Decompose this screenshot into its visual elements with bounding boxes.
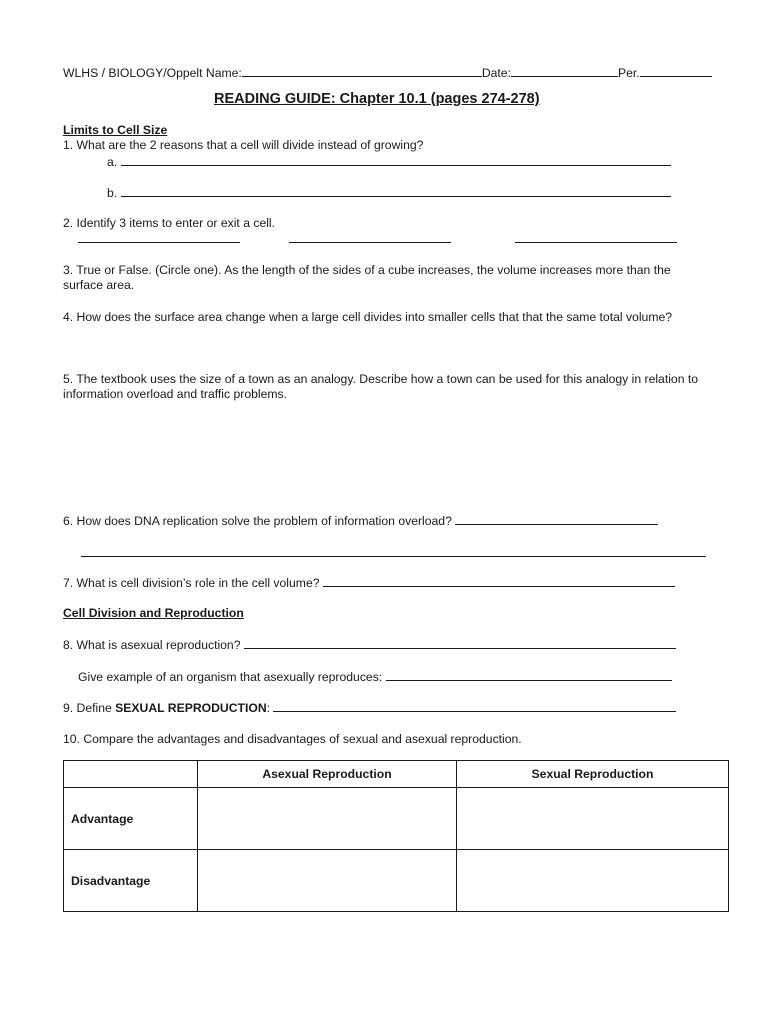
answer-6-field[interactable] xyxy=(455,513,658,525)
row-header-disadvantage: Disadvantage xyxy=(64,850,198,912)
question-9-prefix: 9. Define xyxy=(63,701,116,715)
table-header-row xyxy=(64,761,729,788)
question-3: 3. True or False. (Circle one). As the length of the sides of a cube increases, the volume increases more than the surface area. xyxy=(63,263,671,293)
comparison-table xyxy=(63,760,729,912)
cell-asexual-advantage[interactable] xyxy=(198,788,457,850)
table-row xyxy=(64,788,729,850)
answer-2-row xyxy=(78,231,240,247)
answer-6-line-2 xyxy=(81,545,706,561)
question-7-row xyxy=(63,575,675,591)
column-header-sexual: Sexual Reproduction xyxy=(457,761,729,788)
question-2: 2. Identify 3 items to enter or exit a cell. xyxy=(63,216,276,230)
question-7: 7. What is cell division’s role in the cell volume? xyxy=(63,576,320,590)
answer-2-field-3[interactable] xyxy=(515,231,677,243)
answer-1b-label: b. xyxy=(107,186,118,200)
question-9-row xyxy=(63,700,676,716)
answer-2-field-2[interactable] xyxy=(289,231,451,243)
row-header-advantage: Advantage xyxy=(64,788,198,850)
page-title: READING GUIDE: Chapter 10.1 (pages 274-278) xyxy=(214,91,540,107)
name-field[interactable] xyxy=(242,65,482,77)
answer-2-field-1[interactable] xyxy=(78,231,240,243)
date-label: Date: xyxy=(481,66,511,80)
question-1: 1. What are the 2 reasons that a cell will divide instead of growing? xyxy=(63,138,424,152)
answer-2-row-c xyxy=(515,231,677,247)
cell-sexual-advantage[interactable] xyxy=(457,788,729,850)
question-5: 5. The textbook uses the size of a town as an analogy. Describe how a town can be used for this analogy in relation to information overload and traffic problems. xyxy=(63,372,699,402)
name-label: Name: xyxy=(205,66,242,80)
question-6-row xyxy=(63,513,658,529)
question-6: 6. How does DNA replication solve the problem of information overload? xyxy=(63,514,452,528)
answer-1b-row xyxy=(107,185,671,201)
answer-8-field[interactable] xyxy=(244,637,676,649)
answer-7-field[interactable] xyxy=(323,575,675,587)
answer-1a-field[interactable] xyxy=(121,154,671,166)
answer-6-field-2[interactable] xyxy=(81,545,706,557)
answer-1a-label: a. xyxy=(107,155,118,169)
table-row xyxy=(64,850,729,912)
question-8b: Give example of an organism that asexually reproduces: xyxy=(78,670,383,684)
answer-1a-row xyxy=(107,154,671,170)
column-header-asexual: Asexual Reproduction xyxy=(198,761,457,788)
answer-2-row-b xyxy=(289,231,451,247)
table-corner-cell xyxy=(64,761,198,788)
cell-asexual-disadvantage[interactable] xyxy=(198,850,457,912)
answer-9-field[interactable] xyxy=(273,700,676,712)
section-heading-division: Cell Division and Reproduction xyxy=(63,606,244,620)
cell-sexual-disadvantage[interactable] xyxy=(457,850,729,912)
question-4: 4. How does the surface area change when a large cell divides into smaller cells that that the same total volume? xyxy=(63,310,673,324)
course-label: WLHS / BIOLOGY/Oppelt xyxy=(63,66,203,80)
question-8: 8. What is asexual reproduction? xyxy=(63,638,241,652)
answer-8b-field[interactable] xyxy=(386,669,672,681)
date-field[interactable] xyxy=(511,65,618,77)
question-9-term: SEXUAL REPRODUCTION xyxy=(115,701,267,715)
period-label: Per. xyxy=(617,66,640,80)
period-field[interactable] xyxy=(640,65,712,77)
answer-1b-field[interactable] xyxy=(121,185,671,197)
question-8b-row xyxy=(78,669,672,685)
question-10: 10. Compare the advantages and disadvantages of sexual and asexual reproduction. xyxy=(63,732,522,746)
question-8-row xyxy=(63,637,676,653)
section-heading-limits: Limits to Cell Size xyxy=(63,123,168,137)
question-9-suffix: : xyxy=(266,701,271,715)
header-line xyxy=(63,65,712,81)
